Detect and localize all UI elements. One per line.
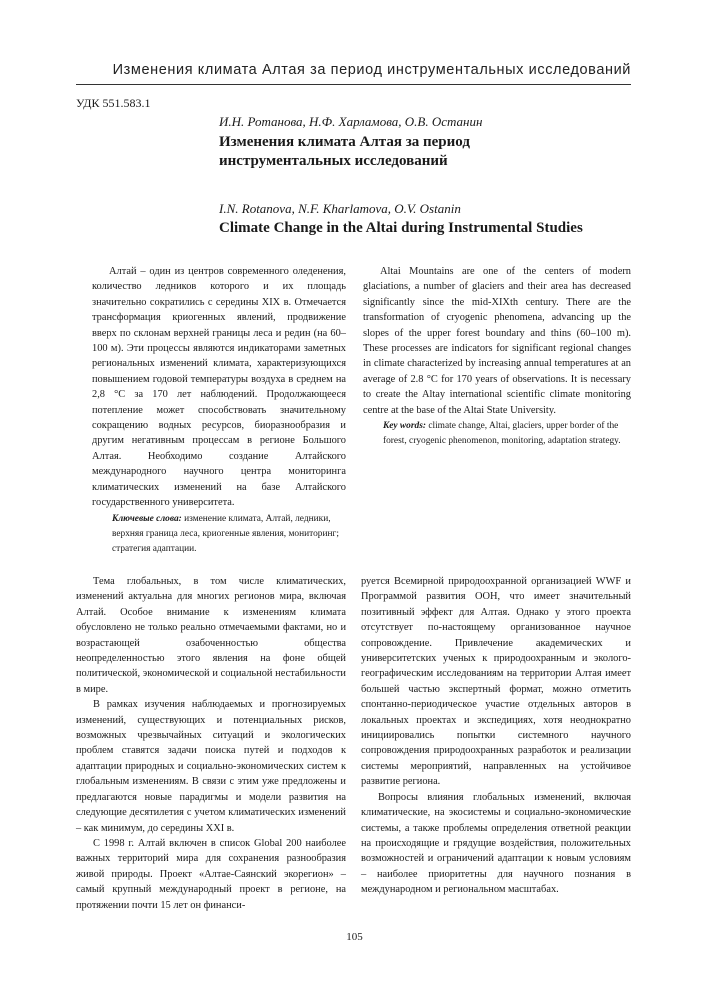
- abstract-ru: [92, 264, 346, 557]
- article-title-en: Climate Change in the Altai during Instrumental Studies: [219, 220, 583, 236]
- keywords-ru: [92, 512, 346, 557]
- title-ru-line1: Изменения климата Алтая за период: [219, 134, 470, 150]
- abstract-en: [363, 264, 631, 449]
- abstract-ru-text: Алтай – один из центров современного оледенения, количество ледников которого и их площадь значительно сократились с середины XIX в. Отмечается трансформация криогенных явлений, продвижение вверх по склонам верхней границы леса и редин (на 60–100 м). Эти процессы являются индикаторами заметных региональных изменений климата, характеризующихся повышением годовой температуры воздуха в среднем на 2,8 °С за 170 лет наблюдений. Продолжающееся потепление может способствовать значительному сокращению водных ресурсов, биоразнообразия и другим негативным процессам в регионе Большого Алтая. Необходимо создание Алтайского международного научного центра мониторинга климатических изменений на базе Алтайского государственного университета.: [92, 266, 346, 509]
- body-paragraph: С 1998 г. Алтай включен в список Global 200 наиболее важных территорий мира для сохранения разнообразия живой природы. Проект «Алтае-Саянский экорегион» – самый крупный международный проект в регионе, на протяжении почти 15 лет он финанси-: [76, 837, 346, 911]
- keywords-en-text: climate change, Altai, glaciers, upper border of the forest, cryogenic phenomenon, monitoring, adaptation strategy.: [383, 421, 621, 447]
- page-number: 105: [346, 931, 363, 943]
- keywords-ru-text: изменение климата, Алтай, ледники, верхняя граница леса, криогенные явления, мониторинг; стратегия адаптации.: [112, 513, 339, 554]
- body-paragraph-continued: руется Всемирной природоохранной организацией WWF и Программой развития ООН, что имеет значительный позитивный эффект для Алтая. Однако у этого проекта отсутствует по-настоящему организованное научное сопровождение. Привлечение академических и университетских ученых к природоохранным и эколого-географическим исследованиям на территории Алтая имеет большей частью экспертный формат, можно отметить спонтанно-периодическое участие отдельных авторов в локальных проектах и экспедициях, хотя неоднократно инициировались попытки системного научного сопровождения природоохранных разработок и реализации системы мероприятий, направленных на устойчивое развитие региона.: [361, 576, 631, 788]
- article-title-ru: [219, 133, 631, 171]
- body-column-left: [76, 574, 346, 913]
- authors-en: I.N. Rotanova, N.F. Kharlamova, O.V. Ostanin: [219, 201, 461, 216]
- header-rule: [76, 84, 631, 85]
- body-column-right: [361, 574, 631, 898]
- abstract-en-text: Altai Mountains are one of the centers of modern glaciations, a number of glaciers and their area has decreased significantly since the mid-XIXth century. There are the transformation of cryogenic phenomena, advancing up the slopes of the upper forest boundary and thins (60–100 m). These processes are indicators for significant regional changes in climate characterized by increasing annual temperatures at an average of 2.8 °C for 170 years of observations. It is necessary to create the Altay international scientific climate monitoring centre at the base of the Altai State University.: [363, 266, 631, 416]
- udk-code: УДК 551.583.1: [76, 96, 151, 110]
- title-ru-line2: инструментальных исследований: [219, 153, 448, 169]
- running-head: Изменения климата Алтая за период инструментальных исследований: [112, 62, 631, 78]
- keywords-ru-label: Ключевые слова:: [112, 513, 182, 524]
- title-block: [219, 114, 631, 238]
- authors-ru: И.Н. Ротанова, Н.Ф. Харламова, О.В. Останин: [219, 114, 483, 129]
- body-paragraph: Тема глобальных, в том числе климатических, изменений актуальна для многих регионов мира, включая Алтай. Особое внимание к изменениям климата обусловлено не только реально отмечаемыми фактами, но и возрастающей озабоченностью общества неопределенностью этого явления на фоне общей политической, экономической и социальной нестабильности в мире.: [76, 576, 346, 695]
- keywords-en: [363, 419, 631, 449]
- body-paragraph: Вопросы влияния глобальных изменений, включая климатические, на экосистемы и социально-экономические системы, а также проблемы определения ответной реакции на происходящие и грядущие воздействия, положительных возможностей и ограничений адаптации к новым условиям – наиболее приоритетны для научного познания в международном и региональном масштабах.: [361, 791, 631, 896]
- keywords-en-label: Key words:: [383, 421, 426, 432]
- body-paragraph: В рамках изучения наблюдаемых и прогнозируемых изменений, существующих и потенциальных рисков, возможных чрезвычайных ситуаций и экологических проблем ставятся задачи поиска путей и подходов к адаптации природных и социально-экономических систем к глобальным изменениям. В связи с этим уже предложены и предлагаются новые парадигмы и модели развития на следующие десятилетия с учетом климатических изменений – как минимум, до середины XXI в.: [76, 699, 346, 834]
